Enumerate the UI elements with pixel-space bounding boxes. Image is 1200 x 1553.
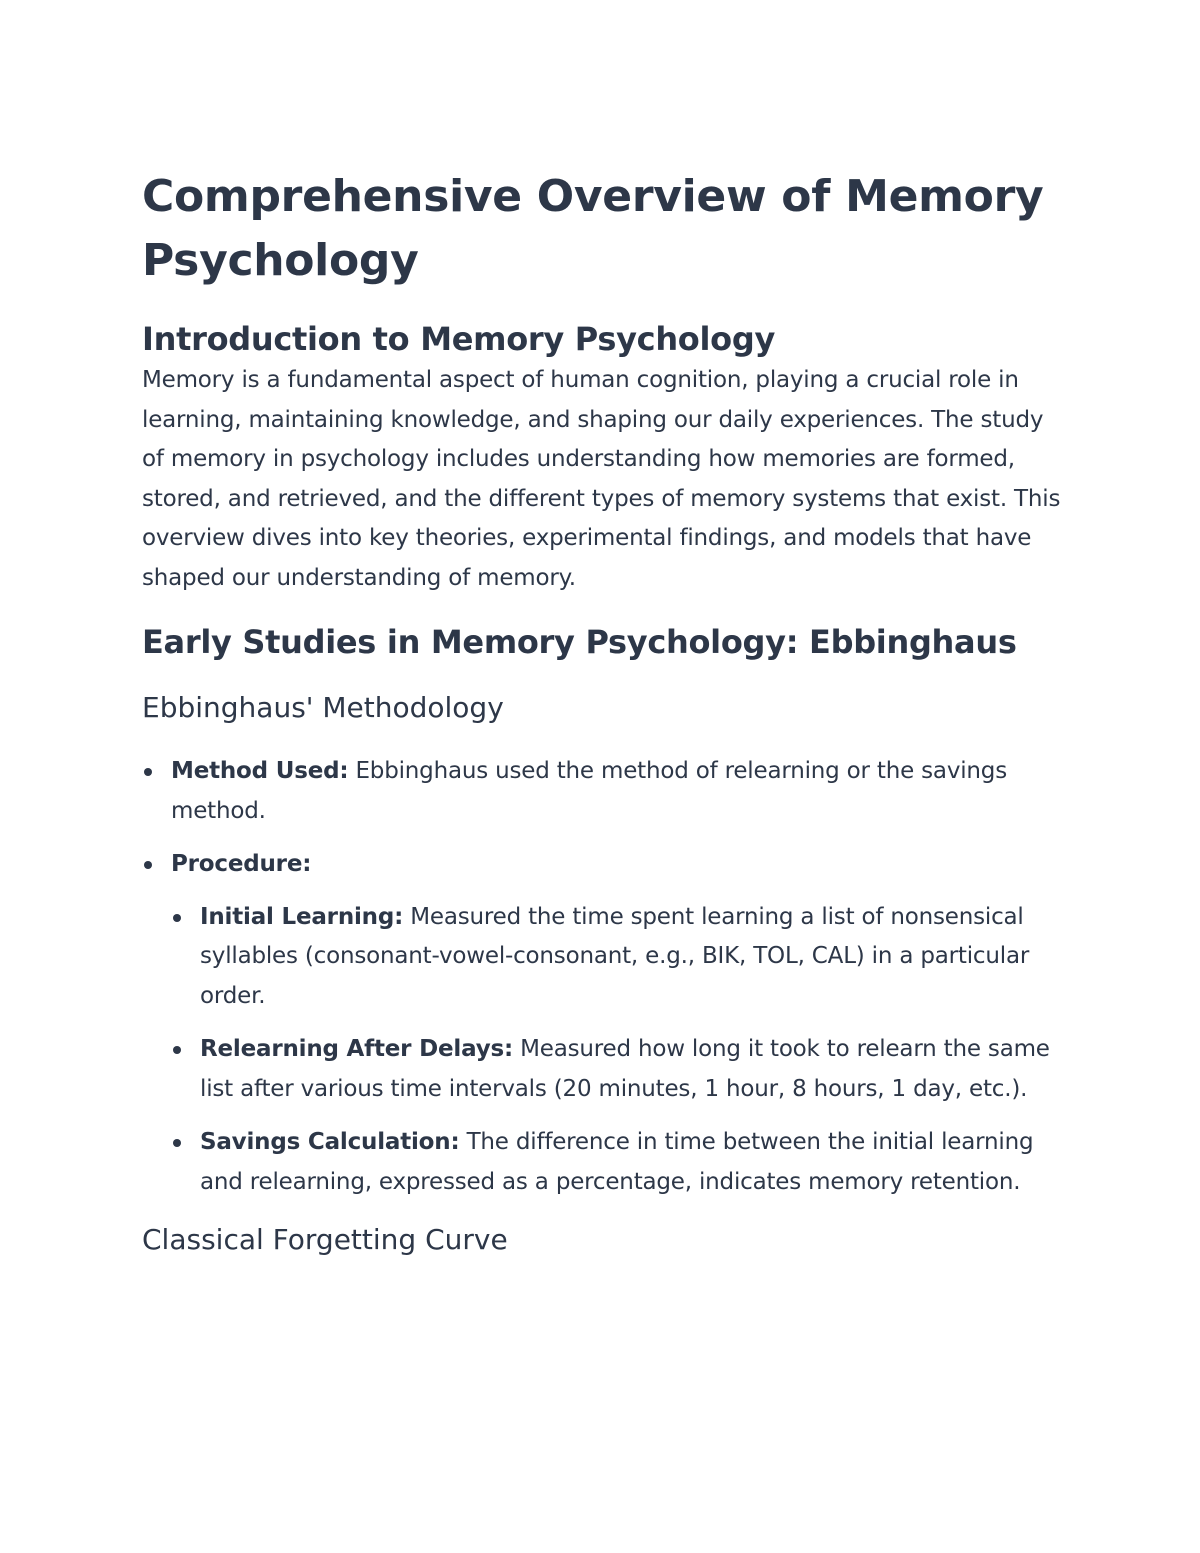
sublist-item-text: Measured how long it took to relearn the same list after various time intervals (20 minutes, 1 hour, 8 hours, 1 day, etc.). [200,1036,1050,1102]
sublist-item-label: Savings Calculation: [200,1129,460,1155]
bullet-icon [144,768,152,776]
bullet-icon [144,861,152,869]
sublist-item-label: Relearning After Delays: [200,1036,513,1062]
section-heading-early-studies: Early Studies in Memory Psychology: Ebbinghaus [142,623,1017,661]
page-title: Comprehensive Overview of Memory Psychology [142,171,1044,286]
methodology-list [142,752,1067,1202]
list-item-method-used [142,752,1067,831]
document-page [142,165,1067,1260]
sublist-item-initial-learning [171,898,1067,1017]
list-item-procedure [142,845,1067,1202]
sublist-item-text: The difference in time between the initial learning and relearning, expressed as a percentage, indicates memory retention. [200,1129,1034,1195]
subheading-methodology: Ebbinghaus' Methodology [142,691,504,724]
sublist-item-text: Measured the time spent learning a list of nonsensical syllables (consonant-vowel-consonant, e.g., BIK, TOL, CAL) in a particular order. [200,903,1030,1009]
sublist-item-relearning [171,1030,1067,1109]
list-item-label: Procedure: [171,851,312,877]
bullet-icon [173,914,181,922]
list-item-text: Ebbinghaus used the method of relearning or the savings method. [171,758,1007,824]
sublist-item-label: Initial Learning: [200,903,404,930]
bullet-icon [173,1046,181,1054]
intro-paragraph: Memory is a fundamental aspect of human cognition, playing a crucial role in learning, maintaining knowledge, and shaping our daily experiences. The study of memory in psychology includes understanding how memories are formed, stored, and retrieved, and the different types of memory systems that exist. This overview dives into key theories, experimental findings, and models that have shaped our understanding of memory. [142,367,1061,591]
list-item-label: Method Used: [171,758,349,784]
procedure-sublist [171,898,1067,1203]
bullet-icon [173,1139,181,1147]
section-heading-introduction: Introduction to Memory Psychology [142,320,776,358]
subheading-forgetting-curve: Classical Forgetting Curve [142,1223,508,1256]
sublist-item-savings-calculation [171,1123,1067,1202]
